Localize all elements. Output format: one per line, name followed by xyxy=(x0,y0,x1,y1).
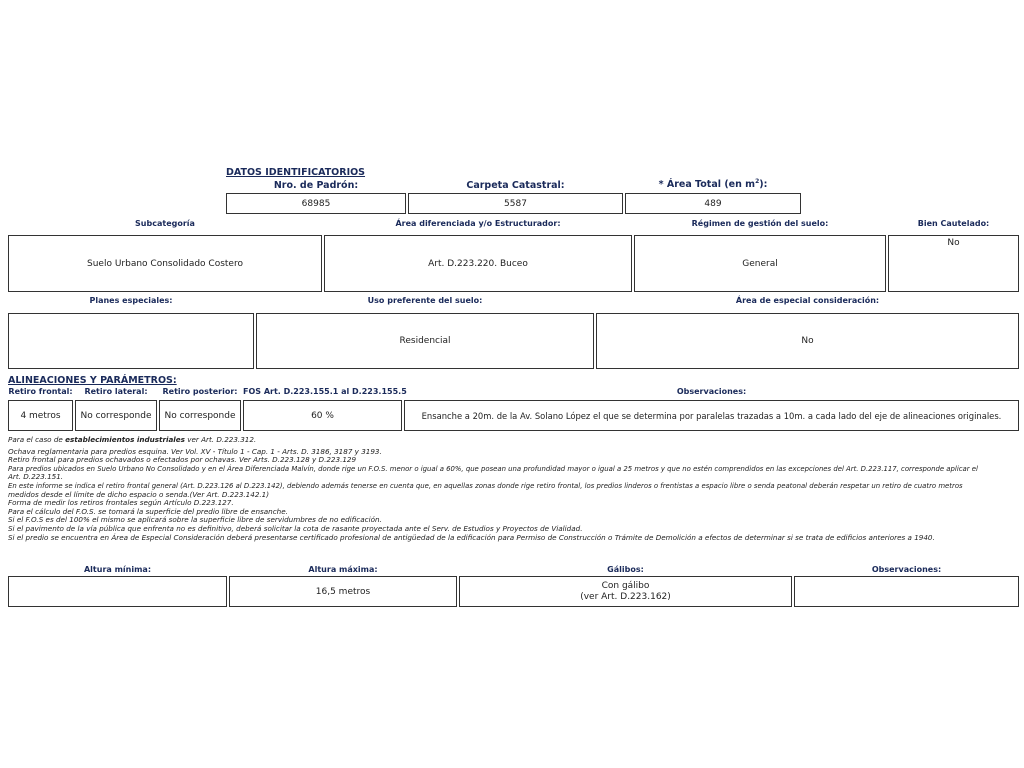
area-total-value: 489 xyxy=(625,193,801,214)
retiro-posterior-label: Retiro posterior: xyxy=(162,387,238,396)
retiro-lateral-value: No corresponde xyxy=(75,400,157,431)
note-line: Para predios ubicados en Suelo Urbano No Consolidado y en el Área Diferenciada Malvín, donde rige un F.O.S. menor o igual a 60%, que posean una profundidad mayor o igual a 25 metros y que no estén comprendidos en las excepciones del Art. D.223.117, corresponde aplicar el xyxy=(8,464,978,473)
subcategoria-label: Subcategoría xyxy=(135,219,195,228)
galibos-label: Gálibos: xyxy=(607,565,644,574)
galibos-value-line1: Con gálibo xyxy=(601,580,650,591)
note-line: medidos desde el límite de dicho espacio o senda.(Ver Art. D.223.142.1) xyxy=(8,489,270,499)
retiro-posterior-value: No corresponde xyxy=(159,400,241,431)
area-total-label: * Área Total (en $m^2$): xyxy=(658,178,768,191)
note-line: Art. D.223.151. xyxy=(8,472,64,482)
planes-especiales-label: Planes especiales: xyxy=(89,296,173,305)
observaciones-value: Ensanche a 20m. de la Av. Solano López el que se determina por paralelas trazadas a 10m. a cada lado del eje de alineaciones originales. xyxy=(404,400,1019,431)
note-line: Si el predio se encuentra en Área de Especial Consideración deberá presentarse certificado profesional de antigüedad de la edificación para Permiso de Construcción o Trámite de Demolición a efectos de determinar si se trata de edificios anteriores a 1940. xyxy=(8,532,935,542)
especial-consideracion-value: No xyxy=(596,313,1019,369)
altura-minima-label: Altura mínima: xyxy=(83,565,152,574)
padron-value: 68985 xyxy=(226,193,406,214)
planes-especiales-value xyxy=(8,313,254,369)
fos-label: FOS Art. D.223.155.1 al D.223.155.5 xyxy=(243,387,407,396)
observaciones-label: Observaciones: xyxy=(676,387,747,396)
note-line: Para el cálculo del F.O.S. se tomará la superficie del predio libre de ensanche. xyxy=(8,506,288,516)
alturas-observaciones-value xyxy=(794,576,1019,607)
note-industrial: Para el caso de establecimientos industriales ver Art. D.223.312. xyxy=(8,435,257,444)
uso-preferente-label: Uso preferente del suelo: xyxy=(367,296,483,305)
alineaciones-title: ALINEACIONES Y PARÁMETROS: xyxy=(8,375,177,386)
note-line: En este informe se indica el retiro frontal general (Art. D.223.126 al D.223.142), debiendo además tenerse en cuenta que, en aquellas zonas donde rige retiro frontal, los predios linderos o frentistas a espacio libre o senda peatonal deberán respetar un retiro de cuatro metros xyxy=(8,481,963,490)
alturas-observaciones-label: Observaciones: xyxy=(871,565,942,574)
altura-maxima-label: Altura máxima: xyxy=(308,565,378,574)
identificatorios-title: DATOS IDENTIFICATORIOS xyxy=(226,167,366,178)
regimen-value: General xyxy=(634,235,886,292)
bien-cautelado-label: Bien Cautelado: xyxy=(917,219,990,228)
carpeta-value: 5587 xyxy=(408,193,623,214)
altura-minima-value xyxy=(8,576,227,607)
uso-preferente-value: Residencial xyxy=(256,313,594,369)
subcategoria-value: Suelo Urbano Consolidado Costero xyxy=(8,235,322,292)
note-line: Ochava reglamentaria para predios esquina. Ver Vol. XV - Título 1 - Cap. 1 - Arts. D. 3186, 3187 y 3193. xyxy=(8,446,382,456)
regimen-label: Régimen de gestión del suelo: xyxy=(691,219,829,228)
bien-cautelado-value: No xyxy=(888,235,1019,292)
notes-block xyxy=(8,436,1018,542)
retiro-frontal-label: Retiro frontal: xyxy=(8,387,73,396)
area-diferenciada-label: Área diferenciada y/o Estructurador: xyxy=(395,219,561,228)
galibos-value-line2: (ver Art. D.223.162) xyxy=(580,591,671,602)
note-line: Si el F.O.S es del 100% el mismo se aplicará sobre la superficie libre de servidumbres de no edificación. xyxy=(8,515,382,525)
carpeta-label: Carpeta Catastral: xyxy=(466,180,565,191)
note-line: Forma de medir los retiros frontales según Artículo D.223.127. xyxy=(8,498,234,508)
fos-value: 60 % xyxy=(243,400,402,431)
area-diferenciada-value: Art. D.223.220. Buceo xyxy=(324,235,632,292)
note-line: Si el pavimento de la vía pública que enfrenta no es definitivo, deberá solicitar la cota de rasante proyectada ante el Serv. de Estudios y Proyectos de Vialidad. xyxy=(8,523,583,533)
galibos-value xyxy=(459,576,792,607)
retiro-lateral-label: Retiro lateral: xyxy=(84,387,148,396)
note-line: Retiro frontal para predios ochavados o efectados por ochavas. Ver Arts. D.223.128 y D.223.129 xyxy=(8,455,357,465)
altura-maxima-value: 16,5 metros xyxy=(229,576,457,607)
especial-consideracion-label: Área de especial consideración: xyxy=(735,296,880,305)
retiro-frontal-value: 4 metros xyxy=(8,400,73,431)
padron-label: Nro. de Padrón: xyxy=(273,180,359,191)
